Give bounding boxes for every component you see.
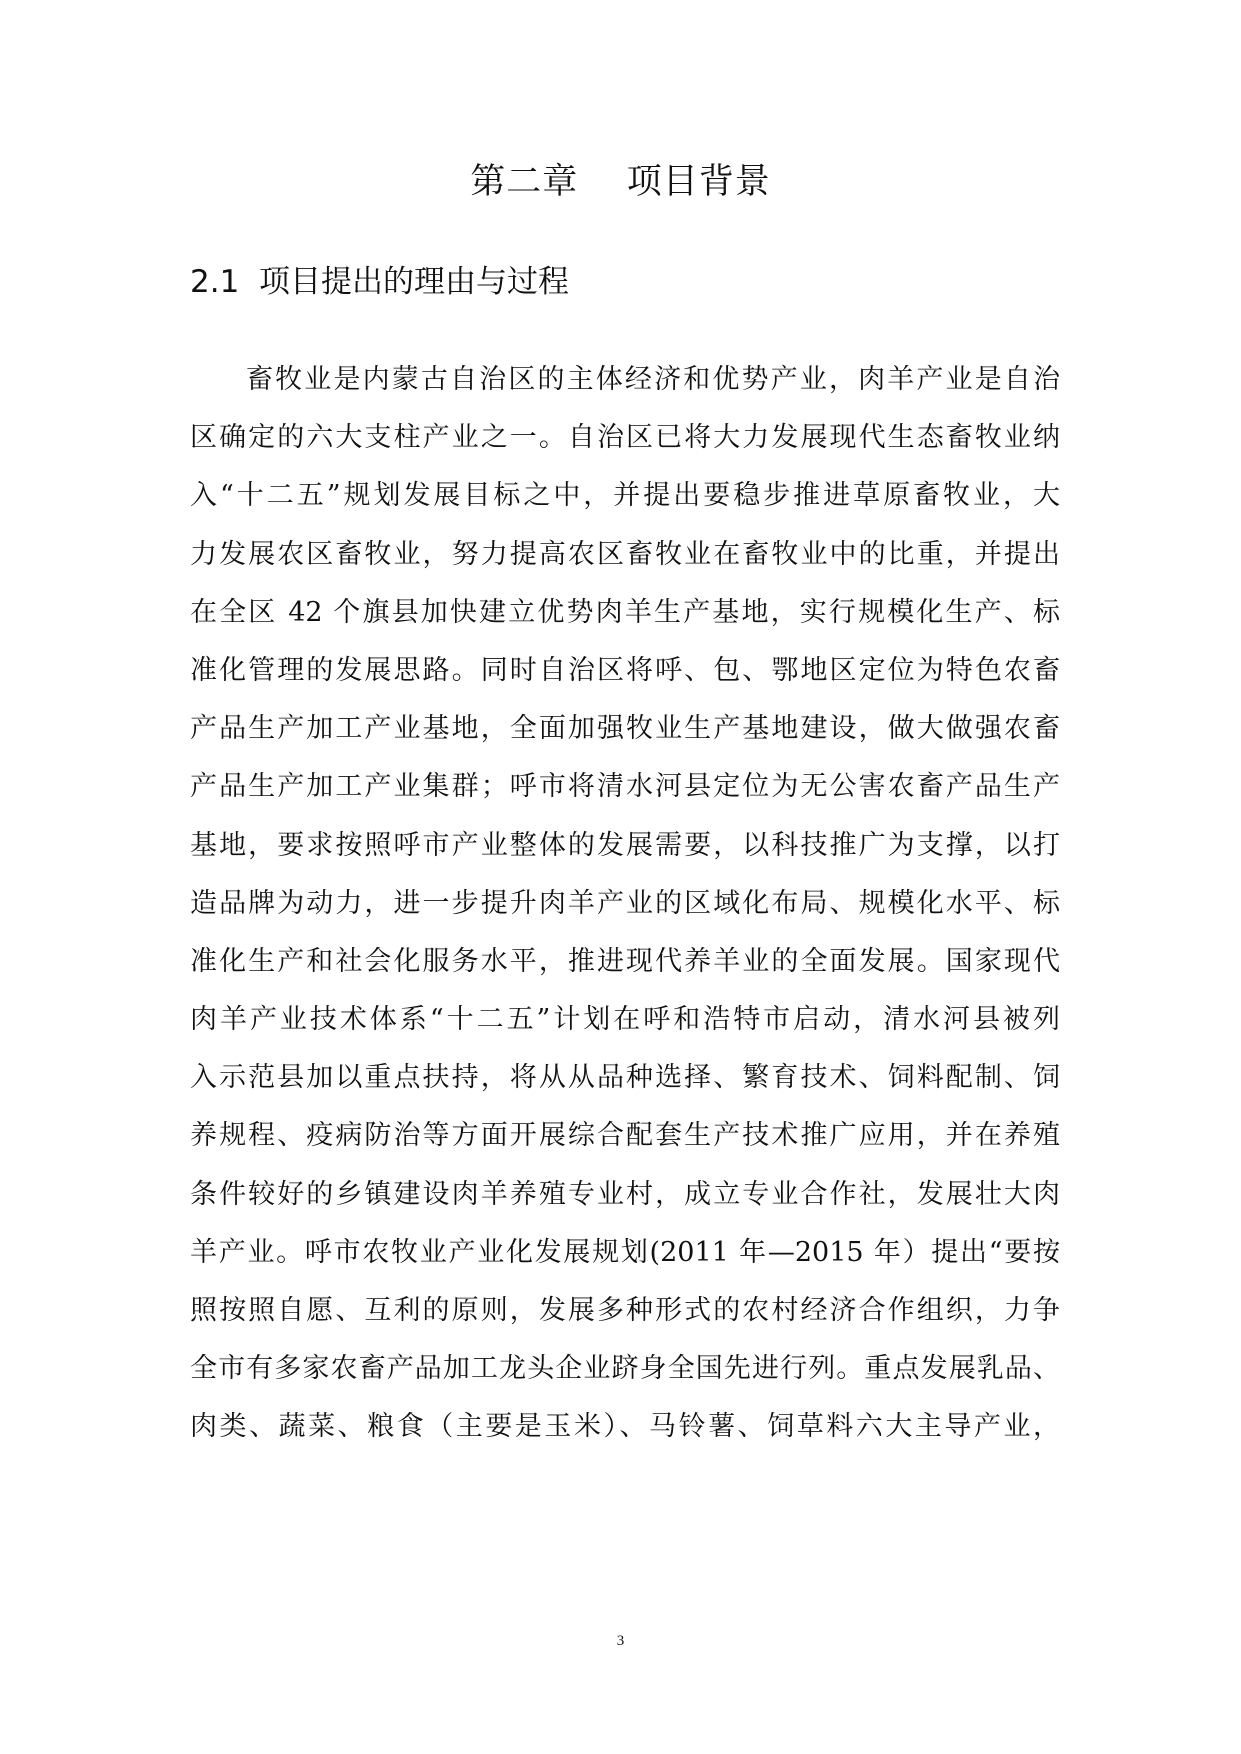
- paragraph-line: 照按照自愿、互利的原则，发展多种形式的农村经济合作组织，力争: [190, 1295, 1060, 1326]
- chapter-title: 第二章 项目背景: [470, 162, 771, 202]
- paragraph-line: 在全区 42 个旗县加快建立优势肉羊生产基地，实行规模化生产、标: [190, 596, 1060, 628]
- paragraph-line: 羊产业。呼市农牧业产业化发展规划(2011 年—2015 年）提出“要按: [190, 1236, 1060, 1268]
- section-title: 2.1 项目提出的理由与过程: [190, 264, 570, 300]
- body-paragraph: [190, 351, 1060, 1457]
- paragraph-line: 入示范县加以重点扶持，将从从品种选择、繁育技术、饲料配制、饲: [190, 1062, 1060, 1094]
- paragraph-line: 产品生产加工产业集群；呼市将清水河县定位为无公害农畜产品生产: [190, 771, 1060, 803]
- page-number: 3: [616, 1633, 625, 1649]
- paragraph-line: 畜牧业是内蒙古自治区的主体经济和优势产业，肉羊产业是自治: [246, 364, 1060, 395]
- paragraph-line: 产品生产加工产业基地，全面加强牧业生产基地建设，做大做强农畜: [190, 713, 1060, 745]
- paragraph-line: 全市有多家农畜产品加工龙头企业跻身全国先进行列。重点发展乳品、: [190, 1353, 1060, 1385]
- paragraph-line: 入“十二五”规划发展目标之中，并提出要稳步推进草原畜牧业，大: [190, 480, 1060, 512]
- paragraph-line: 基地，要求按照呼市产业整体的发展需要，以科技推广为支撑，以打: [190, 829, 1060, 861]
- paragraph-line: 肉羊产业技术体系“十二五”计划在呼和浩特市启动，清水河县被列: [190, 1004, 1060, 1036]
- paragraph-line: 养规程、疫病防治等方面开展综合配套生产技术推广应用，并在养殖: [190, 1120, 1060, 1152]
- paragraph-line: 肉类、蔬菜、粮食（主要是玉米）、马铃薯、饲草料六大主导产业，: [190, 1411, 1060, 1443]
- paragraph-line: 造品牌为动力，进一步提升肉羊产业的区域化布局、规模化水平、标: [190, 887, 1060, 919]
- paragraph-line: 准化管理的发展思路。同时自治区将呼、包、鄂地区定位为特色农畜: [190, 654, 1060, 686]
- paragraph-line: 条件较好的乡镇建设肉羊养殖专业村，成立专业合作社，发展壮大肉: [190, 1178, 1060, 1210]
- paragraph-line: 力发展农区畜牧业，努力提高农区畜牧业在畜牧业中的比重，并提出: [190, 538, 1060, 570]
- paragraph-line: 准化生产和社会化服务水平，推进现代养羊业的全面发展。国家现代: [190, 945, 1060, 977]
- paragraph-line: 区确定的六大支柱产业之一。自治区已将大力发展现代生态畜牧业纳: [190, 422, 1060, 454]
